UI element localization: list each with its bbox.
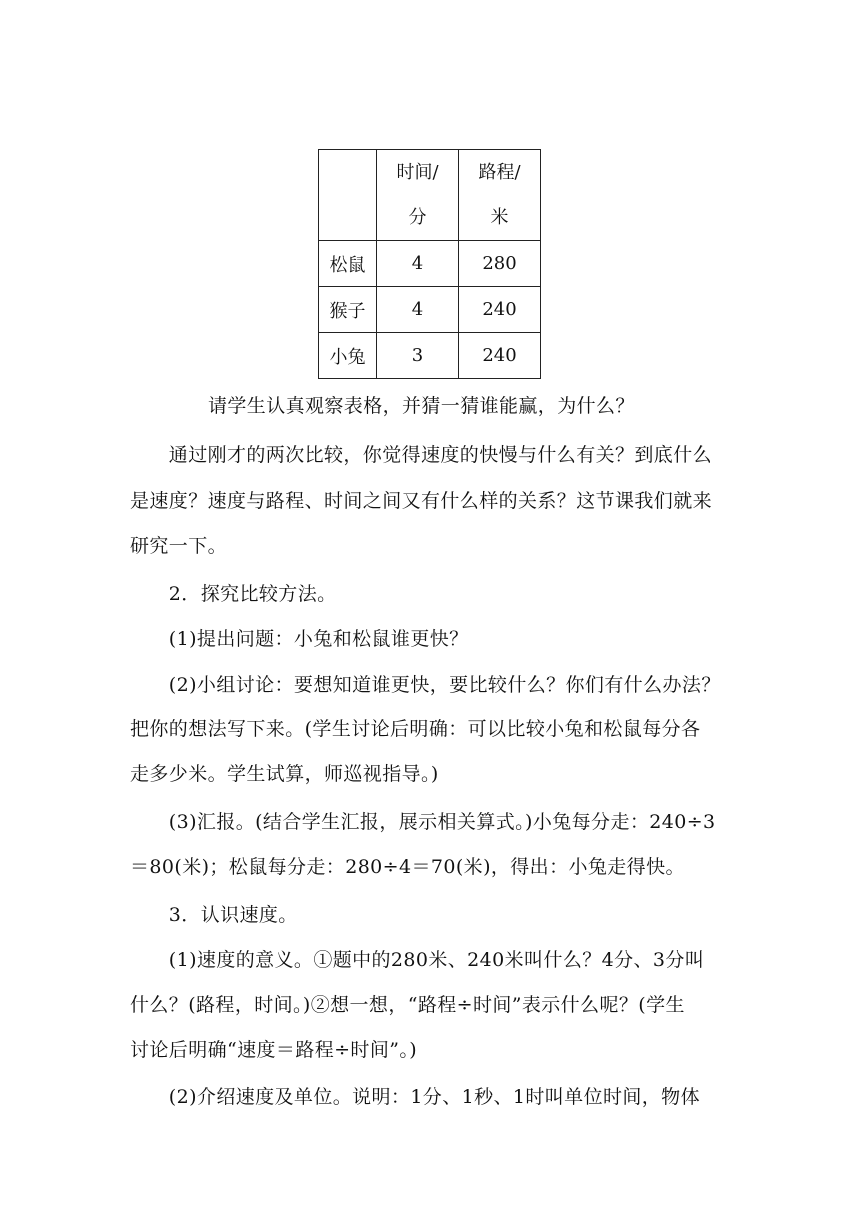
- paragraph-line: (3)汇报。(结合学生汇报，展示相关算式。)小兔每分走：240÷3: [130, 811, 716, 833]
- paragraph-line: 是速度？速度与路程、时间之间又有什么样的关系？这节课我们就来: [130, 490, 713, 512]
- paragraph-line: 研究一下。: [130, 535, 228, 557]
- table-caption: 请学生认真观察表格，并猜一猜谁能赢，为什么？: [208, 395, 635, 417]
- row-name: 小兔: [319, 333, 377, 379]
- section-heading: 3．认识速度。: [130, 904, 298, 926]
- header-time-line-1: 时间/: [396, 162, 439, 183]
- paragraph-line: (1)速度的意义。①题中的280米、240米叫什么？4分、3分叫: [130, 949, 705, 971]
- row-time: 4: [377, 287, 459, 333]
- row-name: 松鼠: [319, 241, 377, 287]
- row-distance: 240: [459, 287, 541, 333]
- row-time: 3: [377, 333, 459, 379]
- row-distance: 280: [459, 241, 541, 287]
- paragraph-line: (1)提出问题：小兔和松鼠谁更快？: [130, 628, 469, 650]
- row-time: 4: [377, 241, 459, 287]
- table-row: [319, 287, 541, 333]
- table-header-row: [319, 150, 541, 241]
- header-distance-line-1: 路程/: [478, 162, 521, 183]
- header-cell-distance: [459, 150, 541, 241]
- speed-comparison-table: [318, 149, 541, 379]
- paragraph-line: 通过刚才的两次比较，你觉得速度的快慢与什么有关？到底什么: [130, 444, 713, 466]
- header-cell-empty: [319, 150, 377, 241]
- table-row: [319, 241, 541, 287]
- paragraph-line: (2)小组讨论：要想知道谁更快，要比较什么？你们有什么办法？: [130, 674, 721, 696]
- paragraph-line: (2)介绍速度及单位。说明：1分、1秒、1时叫单位时间，物体: [130, 1086, 700, 1108]
- paragraph-line: 走多少米。学生试算，师巡视指导。): [130, 763, 439, 785]
- row-distance: 240: [459, 333, 541, 379]
- header-time-line-2: 分: [408, 207, 427, 228]
- row-name: 猴子: [319, 287, 377, 333]
- paragraph-line: ＝80(米)；松鼠每分走：280÷4＝70(米)，得出：小兔走得快。: [130, 856, 685, 878]
- paragraph-line: 什么？(路程，时间。)②想一想，“路程÷时间”表示什么呢？(学生: [130, 994, 685, 1016]
- paragraph-line: 讨论后明确“速度＝路程÷时间”。): [130, 1039, 418, 1061]
- paragraph-line: 把你的想法写下来。(学生讨论后明确：可以比较小兔和松鼠每分各: [130, 718, 701, 740]
- section-heading: 2．探究比较方法。: [130, 583, 337, 605]
- header-distance-line-2: 米: [490, 207, 509, 228]
- table-row: [319, 333, 541, 379]
- header-cell-time: [377, 150, 459, 241]
